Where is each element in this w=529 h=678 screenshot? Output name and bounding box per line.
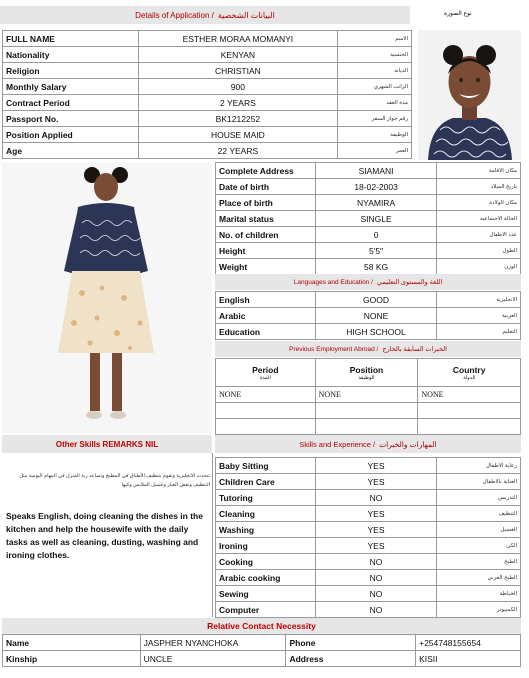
skill-row xyxy=(216,490,521,506)
skill-label: Sewing xyxy=(216,586,316,602)
skill-label: Children Care xyxy=(216,474,316,490)
personal-label-ar: الديانة xyxy=(338,63,412,79)
detail-label-ar: الوزن xyxy=(437,259,521,275)
personal-row xyxy=(3,143,412,159)
personal-label: Contract Period xyxy=(3,95,139,111)
personal-label: FULL NAME xyxy=(3,31,139,47)
personal-value: 900 xyxy=(138,79,338,95)
personal-info-table xyxy=(2,30,412,159)
language-label-ar: الانجليزية xyxy=(437,292,521,308)
skill-value: YES xyxy=(315,474,436,490)
employment-title-ar: الخبرات السابقة بالخارج xyxy=(382,346,447,353)
application-header xyxy=(0,6,410,24)
personal-value: ESTHER MORAA MOMANYI xyxy=(138,31,338,47)
personal-label-ar: الوظيفة xyxy=(338,127,412,143)
personal-value: HOUSE MAID xyxy=(138,127,338,143)
personal-label-ar: مدة العقد xyxy=(338,95,412,111)
skill-value: YES xyxy=(315,522,436,538)
contact-name-label: Name xyxy=(3,635,141,651)
other-skills-header: Other Skills REMARKS NIL xyxy=(2,435,212,453)
personal-label-ar: رقم جواز السفر xyxy=(338,111,412,127)
detail-value: 5'5" xyxy=(315,243,436,259)
position-value: NONE xyxy=(315,387,418,403)
skill-row xyxy=(216,586,521,602)
language-label: English xyxy=(216,292,316,308)
detail-value: NYAMIRA xyxy=(315,195,436,211)
skill-label-ar: الطبخ xyxy=(437,554,521,570)
detail-row xyxy=(216,163,521,179)
skill-value: YES xyxy=(315,538,436,554)
personal-value: BK1212252 xyxy=(138,111,338,127)
detail-value: 18-02-2003 xyxy=(315,179,436,195)
language-value: GOOD xyxy=(315,292,437,308)
detail-value: SIAMANI xyxy=(315,163,436,179)
country-value: NONE xyxy=(418,387,521,403)
employment-title-en: Previous Employment Abroad / xyxy=(289,345,379,353)
personal-row xyxy=(3,111,412,127)
detail-row xyxy=(216,195,521,211)
skill-label: Cooking xyxy=(216,554,316,570)
period-value: NONE xyxy=(216,387,316,403)
skill-label: Baby Sitting xyxy=(216,458,316,474)
skills-header xyxy=(215,435,521,453)
skill-row xyxy=(216,570,521,586)
language-label-ar: التعليم xyxy=(437,324,521,340)
period-header xyxy=(216,359,316,387)
detail-label-ar: عدد الاطفال xyxy=(437,227,521,243)
language-row xyxy=(216,324,521,340)
header-title-ar: البيانات الشخصية xyxy=(217,10,275,20)
detail-label: Marital status xyxy=(216,211,316,227)
skill-label: Arabic cooking xyxy=(216,570,316,586)
skill-value: YES xyxy=(315,458,436,474)
detail-label: Date of birth xyxy=(216,179,316,195)
detail-value: 58 KG xyxy=(315,259,436,275)
skills-title-en: Skills and Experience / xyxy=(299,439,376,449)
personal-row xyxy=(3,63,412,79)
detail-value: SINGLE xyxy=(315,211,436,227)
contact-address-label: Address xyxy=(286,651,416,667)
detail-row xyxy=(216,211,521,227)
detail-label: Place of birth xyxy=(216,195,316,211)
personal-value: 2 YEARS xyxy=(138,95,338,111)
detail-label-ar: مكان الاقامة xyxy=(437,163,521,179)
language-row xyxy=(216,292,521,308)
personal-label-ar: الراتب الشهري xyxy=(338,79,412,95)
personal-value: CHRISTIAN xyxy=(138,63,338,79)
skill-value: NO xyxy=(315,570,436,586)
personal-label: Passport No. xyxy=(3,111,139,127)
skill-label: Tutoring xyxy=(216,490,316,506)
contact-phone-label: Phone xyxy=(286,635,416,651)
skill-label: Computer xyxy=(216,602,316,618)
skill-value: NO xyxy=(315,586,436,602)
language-label: Education xyxy=(216,324,316,340)
position-header-ar: الوظيفة xyxy=(358,374,375,381)
personal-row xyxy=(3,79,412,95)
personal-label-ar: الاسم xyxy=(338,31,412,47)
language-row xyxy=(216,308,521,324)
contact-kinship-value: UNCLE xyxy=(140,651,286,667)
personal-label: Age xyxy=(3,143,139,159)
languages-table xyxy=(215,291,521,340)
employment-header xyxy=(215,341,521,357)
personal-value: KENYAN xyxy=(138,47,338,63)
language-label: Arabic xyxy=(216,308,316,324)
position-header xyxy=(315,359,418,387)
skill-label-ar: العناية بالاطفال xyxy=(437,474,521,490)
skill-label-ar: التدريس xyxy=(437,490,521,506)
personal-label-ar: العمر xyxy=(338,143,412,159)
portrait-photo xyxy=(418,30,521,160)
period-header-ar: المدة xyxy=(259,374,271,381)
skill-label-ar: الغسيل xyxy=(437,522,521,538)
other-skills-arabic: تتحدث الانجليزية وتقوم بتنظيف الأطباق في المطبخ وتساعد ربة المنزل في المهام اليومية مثل التنظيف ونفض الغبار وغسيل الملابس وكيها xyxy=(19,473,210,488)
skill-label: Washing xyxy=(216,522,316,538)
skill-row xyxy=(216,506,521,522)
personal-label-ar: الجنسية xyxy=(338,47,412,63)
skill-row xyxy=(216,458,521,474)
photo-label-ar: نوع الصورة xyxy=(444,11,472,17)
contact-address-value: KISII xyxy=(416,651,521,667)
personal-value: 22 YEARS xyxy=(138,143,338,159)
personal-row xyxy=(3,127,412,143)
languages-title-en: Languages and Education / xyxy=(293,278,373,286)
skill-row xyxy=(216,538,521,554)
personal-label: Position Applied xyxy=(3,127,139,143)
skill-row xyxy=(216,602,521,618)
period-header-label: Period xyxy=(252,364,279,375)
skills-title-ar: المهارات والخبرات xyxy=(379,439,437,449)
detail-label: No. of children xyxy=(216,227,316,243)
personal-label: Nationality xyxy=(3,47,139,63)
position-header-label: Position xyxy=(349,364,384,375)
detail-label-ar: تاريخ الميلاد xyxy=(437,179,521,195)
skill-label-ar: الخياطة xyxy=(437,586,521,602)
contact-header: Relative Contact Necessity xyxy=(2,618,521,634)
detail-label: Complete Address xyxy=(216,163,316,179)
detail-row xyxy=(216,179,521,195)
country-header-label: Country xyxy=(452,364,486,375)
skill-label: Cleaning xyxy=(216,506,316,522)
detail-label-ar: الطول xyxy=(437,243,521,259)
skill-label-ar: الكي xyxy=(437,538,521,554)
contact-phone-value: +254748155654 xyxy=(416,635,521,651)
personal-label: Monthly Salary xyxy=(3,79,139,95)
detail-label-ar: مكان الولادة xyxy=(437,195,521,211)
detail-label: Height xyxy=(216,243,316,259)
skill-row xyxy=(216,554,521,570)
skill-value: NO xyxy=(315,490,436,506)
skill-label-ar: الطبخ العربي xyxy=(437,570,521,586)
country-header xyxy=(418,359,521,387)
skills-table xyxy=(215,457,521,618)
language-value: NONE xyxy=(315,308,437,324)
personal-row xyxy=(3,47,412,63)
language-value: HIGH SCHOOL xyxy=(315,324,437,340)
contact-name-value: JASPHER NYANCHOKA xyxy=(140,635,286,651)
personal-row xyxy=(3,95,412,111)
skill-label-ar: الكمبيوتر xyxy=(437,602,521,618)
employment-table xyxy=(215,358,521,435)
contact-table xyxy=(2,634,521,667)
contact-kinship-label: Kinship xyxy=(3,651,141,667)
personal-label: Religion xyxy=(3,63,139,79)
skill-label-ar: التنظيف xyxy=(437,506,521,522)
language-label-ar: العربية xyxy=(437,308,521,324)
header-title-en: Details of Application / xyxy=(135,10,214,20)
other-skills-english: Speaks English, doing cleaning the dishes in the kitchen and help the housewife with the daily tasks as well as cleaning, dusting, washing and ironing clothes. xyxy=(6,511,203,560)
languages-title-ar: اللغة والمستوى التعليمي xyxy=(376,279,443,286)
skill-label: Ironing xyxy=(216,538,316,554)
detail-value: 0 xyxy=(315,227,436,243)
skill-label-ar: رعاية الاطفال xyxy=(437,458,521,474)
skill-row xyxy=(216,474,521,490)
detail-row xyxy=(216,259,521,275)
skill-value: NO xyxy=(315,554,436,570)
full-body-photo xyxy=(2,163,212,433)
personal-row xyxy=(3,31,412,47)
skill-value: NO xyxy=(315,602,436,618)
detail-row xyxy=(216,227,521,243)
detail-label-ar: الحالة الاجتماعية xyxy=(437,211,521,227)
skill-value: YES xyxy=(315,506,436,522)
country-header-ar: الدولة xyxy=(463,374,476,381)
languages-header xyxy=(215,274,521,290)
detail-row xyxy=(216,243,521,259)
detail-label: Weight xyxy=(216,259,316,275)
skill-row xyxy=(216,522,521,538)
details-table xyxy=(215,162,521,275)
